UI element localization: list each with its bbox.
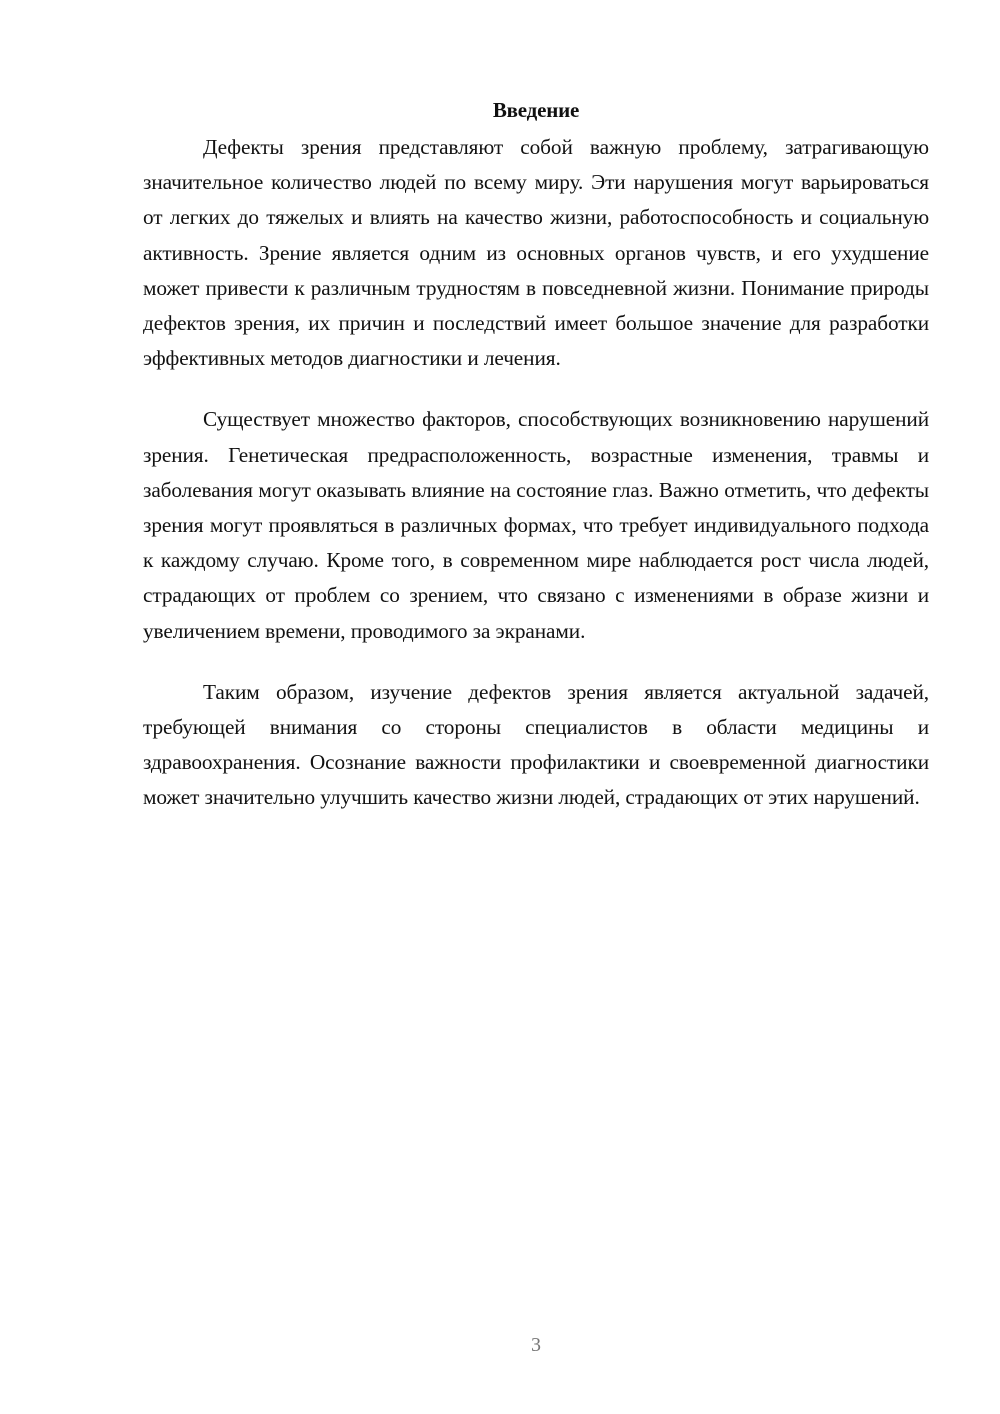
page-number: 3 <box>531 1334 541 1356</box>
paragraph-1: Дефекты зрения представляют собой важную проблему, затрагивающую значительное количество людей по всему миру. Эти нарушения могут варьироваться от легких до тяжелых и влиять на качество жизни, работоспособность и социальную активность. Зрение является одним из основных органов чувств, и его ухудшение может привести к различным трудностям в повседневной жизни. Понимание природы дефектов зрения, их причин и последствий имеет большое значение для разработки эффективных методов диагностики и лечения. <box>143 135 929 371</box>
paragraph-3: Таким образом, изучение дефектов зрения является актуальной задачей, требующей внимания со стороны специалистов в области медицины и здравоохранения. Осознание важности профилактики и своевременной диагностики может значительно улучшить качество жизни людей, страдающих от этих нарушений. <box>143 679 929 810</box>
paragraph-2: Существует множество факторов, способствующих возникновению нарушений зрения. Генетическая предрасположенность, возрастные изменения, травмы и заболевания могут оказывать влияние на состояние глаз. Важно отметить, что дефекты зрения могут проявляться в различных формах, что требует индивидуального подхода к каждому случаю. Кроме того, в современном мире наблюдается рост числа людей, страдающих от проблем со зрением, что связано с изменениями в образе жизни и увеличением времени, проводимого за экранами. <box>143 407 929 643</box>
page-content <box>143 95 929 842</box>
section-heading: Введение <box>492 98 580 122</box>
